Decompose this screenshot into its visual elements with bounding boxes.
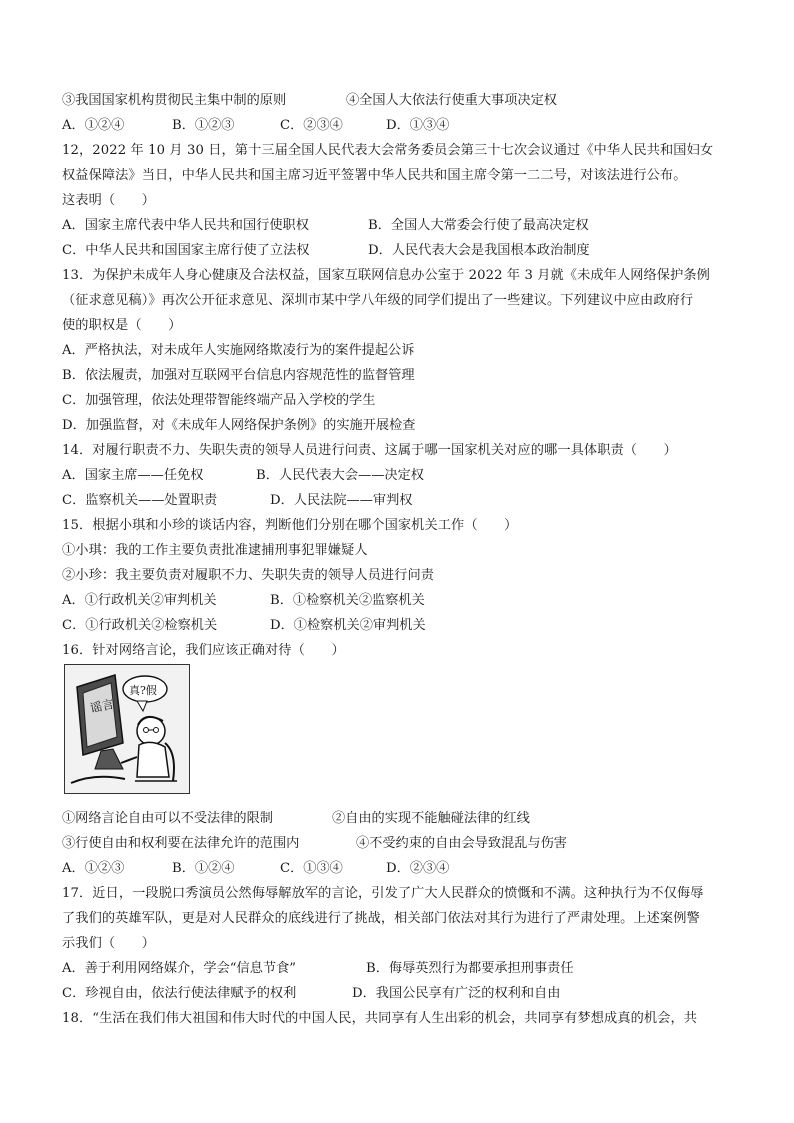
q11-choice-c: C．②③④ xyxy=(280,118,343,133)
q16-statement-2: ②自由的实现不能触碰法律的红线 xyxy=(332,811,530,826)
q15-stem: 15．根据小琪和小珍的谈话内容，判断他们分别在哪个国家机关工作（ ） xyxy=(62,518,518,533)
q14-choice-a: A．国家主席——任免权 xyxy=(62,468,204,483)
q12-stem-line3: 这表明（ ） xyxy=(62,193,156,208)
q16-choice-b: B．①②④ xyxy=(172,861,235,876)
rumor-cartoon-image xyxy=(64,664,190,794)
q12-choice-d: D．人民代表大会是我国根本政治制度 xyxy=(368,243,590,258)
q17-stem-line3: 示我们（ ） xyxy=(62,936,156,951)
q13-choice-b: B．依法履责，加强对互联网平台信息内容规范性的监督管理 xyxy=(62,368,415,383)
q15-choice-a: A．①行政机关②审判机关 xyxy=(62,593,217,608)
q12-choice-a: A．国家主席代表中华人民共和国行使职权 xyxy=(62,218,309,233)
q14-choice-c: C．监察机关——处置职责 xyxy=(62,493,218,508)
q13-choice-a: A．严格执法，对未成年人实施网络欺凌行为的案件提起公诉 xyxy=(62,343,415,358)
q16-choice-c: C．①③④ xyxy=(280,861,343,876)
q16-choice-a: A．①②③ xyxy=(62,861,125,876)
q14-choice-b: B．人民代表大会——决定权 xyxy=(256,468,424,483)
q12-choice-b: B．全国人大常委会行使了最高决定权 xyxy=(368,218,589,233)
q13-choice-d: D．加强监督，对《未成年人网络保护条例》的实施开展检查 xyxy=(62,418,416,433)
q17-choice-c: C．珍视自由，依法行使法律赋予的权利 xyxy=(62,986,297,1001)
q13-stem-line3: 使的职权是（ ） xyxy=(62,318,182,333)
q15-choice-d: D．①检察机关②审判机关 xyxy=(270,618,426,633)
q15-statement-2: ②小珍：我主要负责对履职不力、失职失责的领导人员进行问责 xyxy=(62,568,435,583)
q17-choice-a: A．善于利用网络媒介，学会“信息节食” xyxy=(62,961,297,976)
q14-choice-d: D．人民法院——审判权 xyxy=(270,493,413,508)
q15-choice-c: C．①行政机关②检察机关 xyxy=(62,618,218,633)
q16-statement-3: ③行使自由和权利要在法律允许的范围内 xyxy=(62,836,300,851)
q11-option-3: ③我国国家机构贯彻民主集中制的原则 xyxy=(62,93,287,108)
q14-stem: 14．对履行职责不力、失职失责的领导人员进行问责、这属于哪一国家机关对应的哪一具体职责（ ） xyxy=(62,443,677,458)
q16-stem: 16．针对网络言论，我们应该正确对待（ ） xyxy=(62,643,345,658)
cartoon-screen-text: 谣言 xyxy=(88,696,116,716)
q13-choice-c: C．加强管理，依法处理带智能终端产品入学校的学生 xyxy=(62,393,376,408)
q17-choice-d: D．我国公民享有广泛的权利和自由 xyxy=(352,986,561,1001)
q15-choice-b: B．①检察机关②监察机关 xyxy=(270,593,425,608)
q18-stem-line1: 18．“生活在我们伟大祖国和伟大时代的中国人民，共同享有人生出彩的机会，共同享有梦想成真的机会，共 xyxy=(62,1011,698,1026)
q17-choice-b: B．侮辱英烈行为都要承担刑事责任 xyxy=(366,961,574,976)
q11-choice-d: D．①③④ xyxy=(386,118,450,133)
q16-choice-d: D．②③④ xyxy=(386,861,450,876)
q16-statement-1: ①网络言论自由可以不受法律的限制 xyxy=(62,811,273,826)
cartoon-bubble-text: 真?假 xyxy=(129,684,157,697)
q12-stem-line2: 权益保障法》当日，中华人民共和国主席习近平签署中华人民共和国主席令第一二二号，对该法进行公布。 xyxy=(62,168,687,183)
q11-choice-b: B．①②③ xyxy=(172,118,235,133)
q17-stem-line1: 17．近日，一段脱口秀演员公然侮辱解放军的言论，引发了广大人民群众的愤慨和不满。这种执行为不仅侮辱 xyxy=(62,886,704,901)
q13-stem-line2: （征求意见稿）》再次公开征求意见、深圳市某中学八年级的同学们提出了一些建议。下列建议中应由政府行 xyxy=(62,293,694,308)
q16-statement-4: ④不受约束的自由会导致混乱与伤害 xyxy=(356,836,567,851)
q17-stem-line2: 了我们的英雄军队，更是对人民群众的底线进行了挑战，相关部门依法对其行为进行了严肃处理。上述案例警 xyxy=(62,911,700,926)
q11-option-4: ④全国人大依法行使重大事项决定权 xyxy=(346,93,557,108)
q12-choice-c: C．中华人民共和国国家主席行使了立法权 xyxy=(62,243,310,258)
q11-choice-a: A．①②④ xyxy=(62,118,125,133)
q13-stem-line1: 13．为保护未成年人身心健康及合法权益，国家互联网信息办公室于 2022 年 3 月就《未成年人网络保护条例 xyxy=(62,268,710,283)
q12-stem-line1: 12，2022 年 10 月 30 日，第十三届全国人民代表大会常务委员会第三十七次会议通过《中华人民共和国妇女 xyxy=(62,143,714,158)
q15-statement-1: ①小琪：我的工作主要负责批准逮捕刑事犯罪嫌疑人 xyxy=(62,543,368,558)
